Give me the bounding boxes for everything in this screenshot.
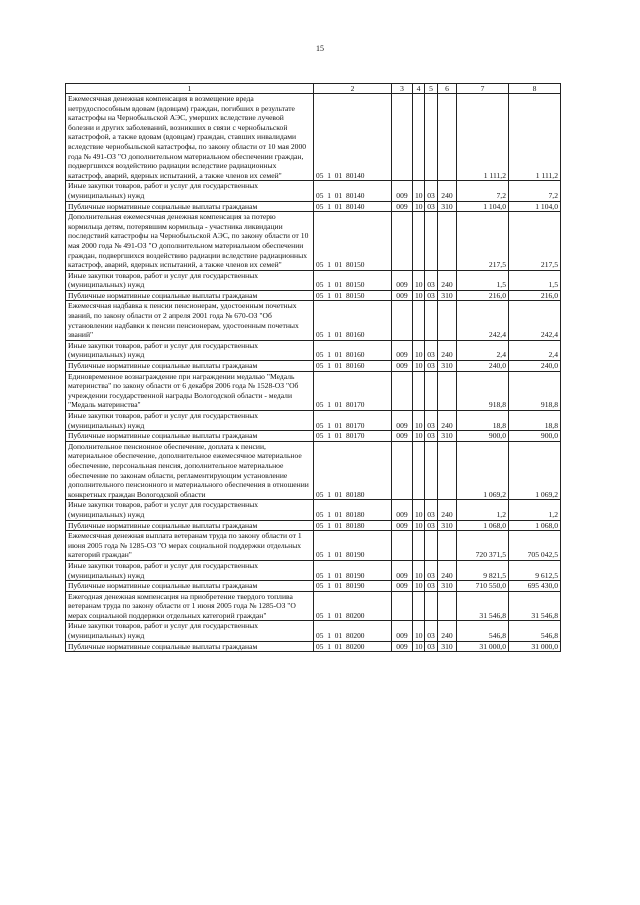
amount-col8-cell: 240,0: [509, 361, 561, 372]
ministry-code-cell: 009: [392, 361, 413, 372]
section-code-cell: [413, 441, 425, 500]
subsection-code-cell: 03: [425, 520, 438, 531]
header-cell: 4: [413, 84, 425, 94]
amount-col7-cell: 240,0: [457, 361, 509, 372]
ministry-code-cell: 009: [392, 201, 413, 212]
amount-col7-cell: 1 068,0: [457, 520, 509, 531]
subsection-code-cell: 03: [425, 500, 438, 520]
table-row: [66, 560, 561, 580]
expense-type-cell: 310: [438, 361, 457, 372]
target-code-cell: 05 1 01 80160: [314, 301, 392, 340]
ministry-code-cell: [392, 212, 413, 271]
expense-type-cell: [438, 591, 457, 621]
amount-col8-cell: 900,0: [509, 431, 561, 442]
expense-type-cell: 310: [438, 201, 457, 212]
table-row: [66, 591, 561, 621]
target-code-cell: 05 1 01 80190: [314, 560, 392, 580]
table-row: [66, 641, 561, 652]
row-name-cell: Иные закупки товаров, работ и услуг для государственных (муниципальных) нужд: [66, 270, 314, 290]
page-number: 15: [316, 44, 324, 53]
section-code-cell: 10: [413, 641, 425, 652]
subsection-code-cell: 03: [425, 431, 438, 442]
table-row: [66, 581, 561, 592]
expense-type-cell: 240: [438, 270, 457, 290]
amount-col7-cell: 242,4: [457, 301, 509, 340]
row-name-cell: Иные закупки товаров, работ и услуг для государственных (муниципальных) нужд: [66, 560, 314, 580]
ministry-code-cell: 009: [392, 431, 413, 442]
subsection-code-cell: [425, 531, 438, 561]
table-row: [66, 181, 561, 201]
target-code-cell: 05 1 01 80170: [314, 431, 392, 442]
subsection-code-cell: 03: [425, 621, 438, 641]
target-code-cell: 05 1 01 80160: [314, 340, 392, 360]
table-row: [66, 621, 561, 641]
table-row: [66, 500, 561, 520]
expense-type-cell: 240: [438, 560, 457, 580]
amount-col7-cell: 31 546,8: [457, 591, 509, 621]
row-name-cell: Единовременное вознаграждение при награждении медалью "Медаль материнства" по закону области от 6 декабря 2006 года № 1528-ОЗ "Об учреждении государственной награды Вологодской области - медали "Медаль материнства": [66, 371, 314, 410]
section-code-cell: 10: [413, 431, 425, 442]
header-cell: 1: [66, 84, 314, 94]
amount-col8-cell: 18,8: [509, 411, 561, 431]
amount-col8-cell: 918,8: [509, 371, 561, 410]
amount-col8-cell: 1,5: [509, 270, 561, 290]
ministry-code-cell: [392, 94, 413, 181]
header-cell: 7: [457, 84, 509, 94]
section-code-cell: [413, 301, 425, 340]
expense-type-cell: [438, 531, 457, 561]
ministry-code-cell: 009: [392, 520, 413, 531]
ministry-code-cell: 009: [392, 270, 413, 290]
section-code-cell: 10: [413, 500, 425, 520]
amount-col8-cell: 1,2: [509, 500, 561, 520]
amount-col7-cell: 1,2: [457, 500, 509, 520]
header-row: [66, 84, 561, 94]
section-code-cell: 10: [413, 181, 425, 201]
subsection-code-cell: 03: [425, 201, 438, 212]
subsection-code-cell: 03: [425, 641, 438, 652]
section-code-cell: 10: [413, 361, 425, 372]
amount-col7-cell: 900,0: [457, 431, 509, 442]
amount-col7-cell: 1 104,0: [457, 201, 509, 212]
subsection-code-cell: 03: [425, 411, 438, 431]
header-cell: 3: [392, 84, 413, 94]
amount-col7-cell: 918,8: [457, 371, 509, 410]
header-cell: 2: [314, 84, 392, 94]
target-code-cell: 05 1 01 80160: [314, 361, 392, 372]
table-row: [66, 441, 561, 500]
section-code-cell: 10: [413, 290, 425, 301]
section-code-cell: 10: [413, 621, 425, 641]
target-code-cell: 05 1 01 80170: [314, 371, 392, 410]
target-code-cell: 05 1 01 80140: [314, 201, 392, 212]
amount-col8-cell: 9 612,5: [509, 560, 561, 580]
amount-col8-cell: 217,5: [509, 212, 561, 271]
amount-col7-cell: 2,4: [457, 340, 509, 360]
subsection-code-cell: [425, 371, 438, 410]
target-code-cell: 05 1 01 80150: [314, 270, 392, 290]
expense-type-cell: [438, 212, 457, 271]
amount-col8-cell: 216,0: [509, 290, 561, 301]
amount-col8-cell: 31 000,0: [509, 641, 561, 652]
expense-type-cell: [438, 301, 457, 340]
row-name-cell: Публичные нормативные социальные выплаты гражданам: [66, 581, 314, 592]
amount-col8-cell: 1 069,2: [509, 441, 561, 500]
row-name-cell: Публичные нормативные социальные выплаты гражданам: [66, 431, 314, 442]
table-body: [66, 94, 561, 652]
target-code-cell: 05 1 01 80150: [314, 212, 392, 271]
expense-type-cell: 310: [438, 290, 457, 301]
target-code-cell: 05 1 01 80200: [314, 591, 392, 621]
table-row: [66, 371, 561, 410]
target-code-cell: 05 1 01 80180: [314, 520, 392, 531]
section-code-cell: 10: [413, 201, 425, 212]
amount-col7-cell: 1,5: [457, 270, 509, 290]
section-code-cell: 10: [413, 560, 425, 580]
row-name-cell: Публичные нормативные социальные выплаты гражданам: [66, 290, 314, 301]
subsection-code-cell: [425, 301, 438, 340]
table-row: [66, 411, 561, 431]
row-name-cell: Иные закупки товаров, работ и услуг для государственных (муниципальных) нужд: [66, 621, 314, 641]
expense-type-cell: 240: [438, 340, 457, 360]
subsection-code-cell: [425, 94, 438, 181]
section-code-cell: [413, 212, 425, 271]
table-row: [66, 361, 561, 372]
target-code-cell: 05 1 01 80190: [314, 581, 392, 592]
amount-col7-cell: 1 069,2: [457, 441, 509, 500]
row-name-cell: Иные закупки товаров, работ и услуг для государственных (муниципальных) нужд: [66, 340, 314, 360]
section-code-cell: 10: [413, 411, 425, 431]
ministry-code-cell: [392, 531, 413, 561]
target-code-cell: 05 1 01 80180: [314, 500, 392, 520]
row-name-cell: Иные закупки товаров, работ и услуг для государственных (муниципальных) нужд: [66, 181, 314, 201]
target-code-cell: 05 1 01 80200: [314, 641, 392, 652]
table-row: [66, 94, 561, 181]
row-name-cell: Дополнительное пенсионное обеспечение, доплата к пенсии, материальное обеспечение, дополнительное ежемесячное материальное обеспечение, персональная пенсия, дополнительное материальное обеспечение по законам области, регламентирующим установление дополнительного пенсионного и материального обеспечения в отношении конкретных граждан Вологодской области: [66, 441, 314, 500]
ministry-code-cell: 009: [392, 290, 413, 301]
amount-col8-cell: 1 111,2: [509, 94, 561, 181]
subsection-code-cell: [425, 591, 438, 621]
expense-type-cell: 240: [438, 621, 457, 641]
amount-col7-cell: 31 000,0: [457, 641, 509, 652]
expense-type-cell: [438, 441, 457, 500]
row-name-cell: Ежемесячная денежная компенсация в возмещение вреда нетрудоспособным вдовам (вдовцам) граждан, погибших в результате катастрофы на Чернобыльской АЭС, умерших вследствие лучевой болезни и других заболеваний, возникших в связи с чернобыльской катастрофой, а также вдовам (вдовцам) граждан, ставших инвалидами вследствие чернобыльской катастрофы, по закону области от 10 мая 2000 года № 491-ОЗ "О дополнительном материальном обеспечении граждан, подвергшихся воздействию радиации вследствие радиационных катастроф, аварий, ядерных испытаний, а также членов их семей": [66, 94, 314, 181]
target-code-cell: 05 1 01 80170: [314, 411, 392, 431]
section-code-cell: 10: [413, 520, 425, 531]
subsection-code-cell: 03: [425, 290, 438, 301]
row-name-cell: Публичные нормативные социальные выплаты гражданам: [66, 520, 314, 531]
amount-col7-cell: 216,0: [457, 290, 509, 301]
subsection-code-cell: 03: [425, 581, 438, 592]
expense-type-cell: [438, 94, 457, 181]
amount-col7-cell: 720 371,5: [457, 531, 509, 561]
header-cell: 8: [509, 84, 561, 94]
target-code-cell: 05 1 01 80140: [314, 94, 392, 181]
section-code-cell: [413, 371, 425, 410]
header-cell: 6: [438, 84, 457, 94]
row-name-cell: Публичные нормативные социальные выплаты гражданам: [66, 641, 314, 652]
amount-col7-cell: 9 821,5: [457, 560, 509, 580]
expense-type-cell: 310: [438, 431, 457, 442]
row-name-cell: Публичные нормативные социальные выплаты гражданам: [66, 201, 314, 212]
row-name-cell: Иные закупки товаров, работ и услуг для государственных (муниципальных) нужд: [66, 500, 314, 520]
row-name-cell: Дополнительная ежемесячная денежная компенсация за потерю кормильца детям, потерявшим кормильца - участника ликвидации последствий катастрофы на Чернобыльской АЭС, по закону области от 10 мая 2000 года № 491-ОЗ "О дополнительном материальном обеспечении граждан, подвергшихся воздействию радиации вследствие радиационных катастроф, аварий, ядерных испытаний, а также членов их семей": [66, 212, 314, 271]
amount-col7-cell: 546,8: [457, 621, 509, 641]
expense-type-cell: 240: [438, 500, 457, 520]
row-name-cell: Публичные нормативные социальные выплаты гражданам: [66, 361, 314, 372]
row-name-cell: Ежемесячная денежная выплата ветеранам труда по закону области от 1 июня 2005 года № 1285-ОЗ "О мерах социальной поддержки отдельных категорий граждан": [66, 531, 314, 561]
ministry-code-cell: 009: [392, 560, 413, 580]
target-code-cell: 05 1 01 80190: [314, 531, 392, 561]
amount-col7-cell: 217,5: [457, 212, 509, 271]
ministry-code-cell: 009: [392, 340, 413, 360]
ministry-code-cell: 009: [392, 500, 413, 520]
subsection-code-cell: [425, 441, 438, 500]
row-name-cell: Ежегодная денежная компенсация на приобретение твердого топлива ветеранам труда по закону области от 1 июня 2005 года № 1285-ОЗ "О мерах социальной поддержки отдельных категорий граждан": [66, 591, 314, 621]
table-row: [66, 531, 561, 561]
amount-col7-cell: 7,2: [457, 181, 509, 201]
table-row: [66, 340, 561, 360]
section-code-cell: [413, 531, 425, 561]
ministry-code-cell: [392, 371, 413, 410]
amount-col8-cell: 546,8: [509, 621, 561, 641]
ministry-code-cell: [392, 591, 413, 621]
row-name-cell: Иные закупки товаров, работ и услуг для государственных (муниципальных) нужд: [66, 411, 314, 431]
subsection-code-cell: 03: [425, 361, 438, 372]
amount-col7-cell: 18,8: [457, 411, 509, 431]
amount-col8-cell: 695 430,0: [509, 581, 561, 592]
section-code-cell: [413, 94, 425, 181]
ministry-code-cell: 009: [392, 181, 413, 201]
table-row: [66, 520, 561, 531]
expense-type-cell: 240: [438, 181, 457, 201]
target-code-cell: 05 1 01 80200: [314, 621, 392, 641]
amount-col7-cell: 1 111,2: [457, 94, 509, 181]
table-row: [66, 431, 561, 442]
section-code-cell: 10: [413, 270, 425, 290]
amount-col8-cell: 2,4: [509, 340, 561, 360]
table-row: [66, 301, 561, 340]
amount-col8-cell: 705 042,5: [509, 531, 561, 561]
expense-type-cell: 310: [438, 641, 457, 652]
expense-type-cell: 310: [438, 520, 457, 531]
section-code-cell: [413, 591, 425, 621]
table-row: [66, 201, 561, 212]
expense-type-cell: 240: [438, 411, 457, 431]
ministry-code-cell: [392, 301, 413, 340]
header-cell: 5: [425, 84, 438, 94]
budget-table: [65, 83, 561, 652]
expense-type-cell: 310: [438, 581, 457, 592]
subsection-code-cell: 03: [425, 340, 438, 360]
ministry-code-cell: 009: [392, 411, 413, 431]
ministry-code-cell: 009: [392, 621, 413, 641]
expense-type-cell: [438, 371, 457, 410]
table-row: [66, 212, 561, 271]
amount-col8-cell: 31 546,8: [509, 591, 561, 621]
subsection-code-cell: 03: [425, 181, 438, 201]
amount-col8-cell: 1 104,0: [509, 201, 561, 212]
table-row: [66, 270, 561, 290]
target-code-cell: 05 1 01 80180: [314, 441, 392, 500]
target-code-cell: 05 1 01 80140: [314, 181, 392, 201]
table-row: [66, 290, 561, 301]
section-code-cell: 10: [413, 340, 425, 360]
subsection-code-cell: 03: [425, 270, 438, 290]
ministry-code-cell: 009: [392, 581, 413, 592]
amount-col8-cell: 1 068,0: [509, 520, 561, 531]
ministry-code-cell: [392, 441, 413, 500]
amount-col7-cell: 710 550,0: [457, 581, 509, 592]
target-code-cell: 05 1 01 80150: [314, 290, 392, 301]
subsection-code-cell: [425, 212, 438, 271]
subsection-code-cell: 03: [425, 560, 438, 580]
ministry-code-cell: 009: [392, 641, 413, 652]
amount-col8-cell: 242,4: [509, 301, 561, 340]
amount-col8-cell: 7,2: [509, 181, 561, 201]
row-name-cell: Ежемесячная надбавка к пенсии пенсионерам, удостоенным почетных званий, по закону области от 2 апреля 2001 года № 670-ОЗ "Об установлении надбавки к пенсии пенсионерам, удостоенным почетных званий": [66, 301, 314, 340]
section-code-cell: 10: [413, 581, 425, 592]
